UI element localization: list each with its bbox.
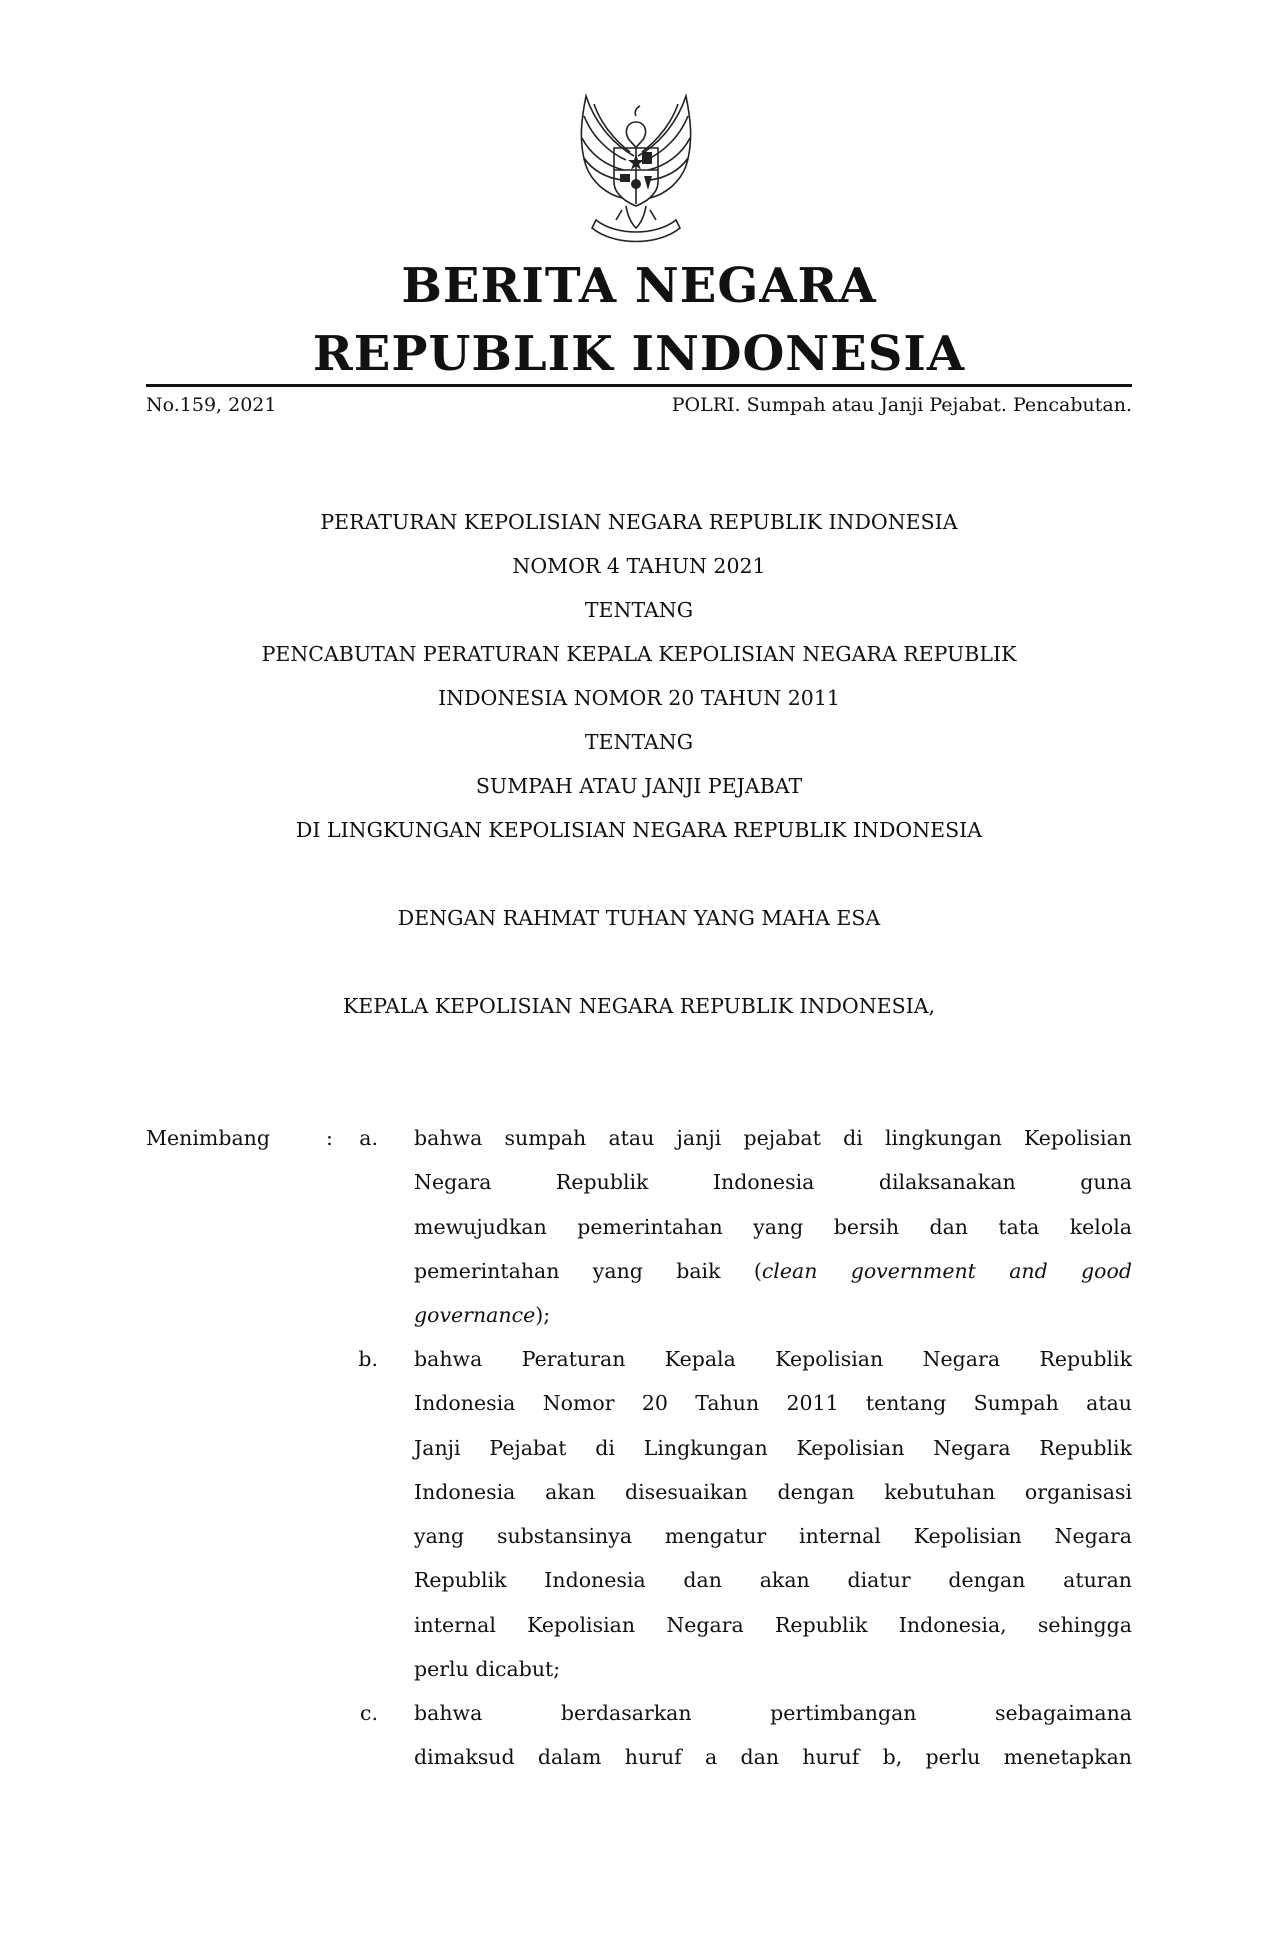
garuda-emblem-icon bbox=[556, 86, 716, 248]
italic-term: governance bbox=[414, 1303, 536, 1328]
text-line: bahwa Peraturan Kepala Kepolisian Negara Republik bbox=[414, 1347, 1132, 1371]
item-letter: c. bbox=[360, 1701, 378, 1725]
text-line: Janji Pejabat di Lingkungan Kepolisian Negara Republik bbox=[414, 1435, 1132, 1460]
text-line bbox=[414, 1249, 1132, 1293]
masthead-title-line1: BERITA NEGARA bbox=[401, 258, 877, 314]
text-line: mewujudkan pemerintahan yang bersih dan tata kelola bbox=[414, 1214, 1132, 1239]
text-segment: pemerintahan yang baik ( bbox=[414, 1258, 762, 1283]
italic-term: clean government and good bbox=[761, 1258, 1132, 1283]
invocation: DENGAN RAHMAT TUHAN YANG MAHA ESA bbox=[397, 906, 881, 930]
regulation-subject-line: INDONESIA NOMOR 20 TAHUN 2011 bbox=[438, 686, 840, 710]
regulation-subject-line: PENCABUTAN PERATURAN KEPALA KEPOLISIAN NEGARA REPUBLIK bbox=[261, 642, 1017, 666]
text-line: bahwa berdasarkan pertimbangan sebagaimana bbox=[414, 1701, 1132, 1725]
issuing-authority: KEPALA KEPOLISIAN NEGARA REPUBLIK INDONESIA, bbox=[342, 994, 936, 1018]
considerations-colon: : bbox=[326, 1126, 333, 1150]
text-line: perlu dicabut; bbox=[414, 1657, 561, 1682]
text-line bbox=[414, 1293, 1132, 1337]
regulation-title-line: PERATURAN KEPOLISIAN NEGARA REPUBLIK INDONESIA bbox=[320, 510, 958, 534]
masthead-divider bbox=[146, 384, 1132, 387]
text-line: Indonesia Nomor 20 Tahun 2011 tentang Sumpah atau bbox=[414, 1391, 1132, 1416]
item-letter: b. bbox=[358, 1347, 378, 1371]
regulation-about-line: TENTANG bbox=[584, 730, 694, 754]
text-line: internal Kepolisian Negara Republik Indonesia, sehingga bbox=[414, 1612, 1132, 1637]
text-line: Republik Indonesia dan akan diatur dengan aturan bbox=[414, 1568, 1132, 1593]
text-segment: ); bbox=[535, 1303, 551, 1328]
text-line: Indonesia akan disesuaikan dengan kebutuhan organisasi bbox=[414, 1479, 1132, 1504]
text-line: bahwa sumpah atau janji pejabat di lingkungan Kepolisian bbox=[414, 1126, 1132, 1150]
regulation-subject-line: SUMPAH ATAU JANJI PEJABAT bbox=[475, 774, 803, 798]
issue-topic: POLRI. Sumpah atau Janji Pejabat. Pencabutan. bbox=[671, 394, 1132, 416]
regulation-subject-line: DI LINGKUNGAN KEPOLISIAN NEGARA REPUBLIK INDONESIA bbox=[295, 818, 983, 842]
consideration-item-a bbox=[414, 1116, 1132, 1337]
regulation-number-line: NOMOR 4 TAHUN 2021 bbox=[512, 554, 766, 578]
consideration-item-c bbox=[414, 1691, 1132, 1780]
issue-number: No.159, 2021 bbox=[146, 394, 277, 416]
considerations-label: Menimbang bbox=[146, 1126, 270, 1150]
item-letter: a. bbox=[359, 1126, 378, 1150]
text-line: yang substansinya mengatur internal Kepolisian Negara bbox=[414, 1524, 1132, 1549]
masthead-title-line2: REPUBLIK INDONESIA bbox=[312, 326, 966, 382]
regulation-about-line: TENTANG bbox=[584, 598, 694, 622]
text-line: dimaksud dalam huruf a dan huruf b, perlu menetapkan bbox=[414, 1745, 1132, 1770]
text-line: Negara Republik Indonesia dilaksanakan guna bbox=[414, 1170, 1132, 1195]
consideration-item-b bbox=[414, 1337, 1132, 1691]
